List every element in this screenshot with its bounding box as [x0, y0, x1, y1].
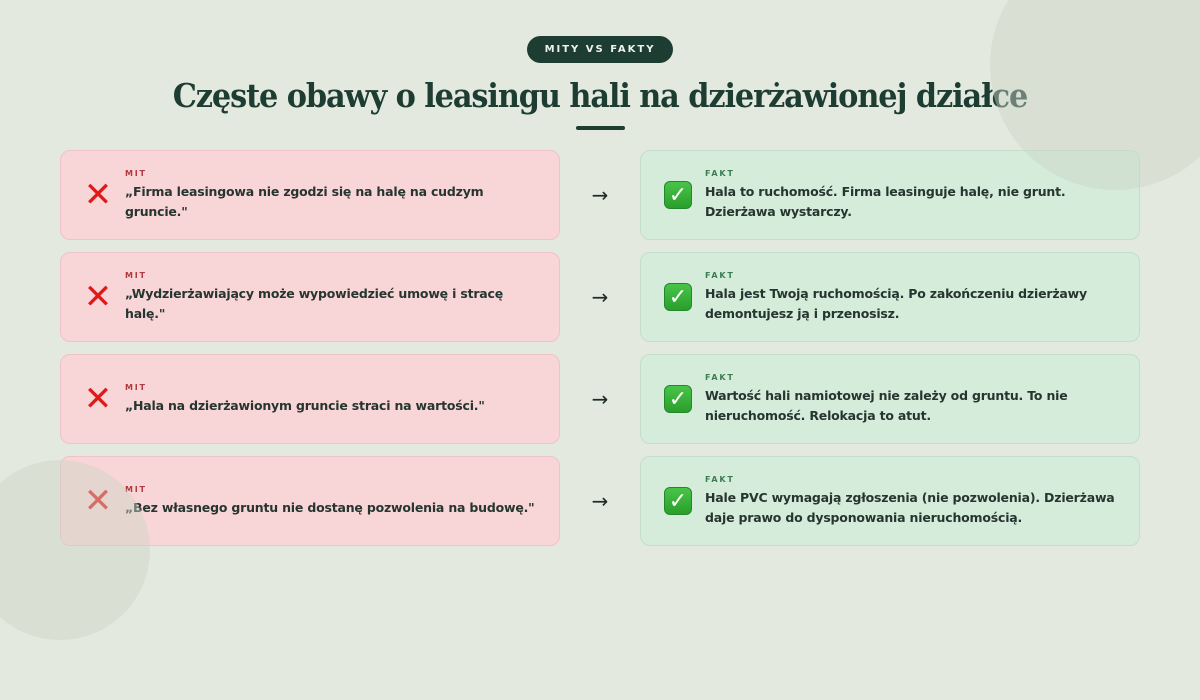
fact-label: FAKT [705, 372, 735, 382]
myth-card [60, 252, 560, 342]
fact-card [640, 252, 1140, 342]
cross-mark-icon: ✕ [83, 379, 113, 419]
fact-text: Hale PVC wymagają zgłoszenia (nie pozwolenia). Dzierżawa daje prawo do dysponowania nieruchomością. [705, 489, 1115, 525]
myth-fact-row [60, 354, 1140, 444]
myth-label: MIT [125, 168, 147, 178]
myth-text: „Bez własnego gruntu nie dostanę pozwolenia na budowę." [125, 499, 535, 515]
myth-label: MIT [125, 270, 147, 280]
myth-fact-row [60, 456, 1140, 546]
myth-fact-row [60, 252, 1140, 342]
cross-mark-icon: ✕ [83, 277, 113, 317]
fact-card [640, 354, 1140, 444]
myth-label: MIT [125, 484, 147, 494]
section-badge: MITY VS FAKTY [527, 36, 673, 63]
fact-label: FAKT [705, 168, 735, 178]
fact-label: FAKT [705, 474, 735, 484]
cross-mark-icon: ✕ [83, 481, 113, 521]
arrow-right-icon: → [591, 183, 609, 207]
myth-label: MIT [125, 382, 147, 392]
check-mark-icon: ✓ [663, 283, 693, 311]
myth-text: „Firma leasingowa nie zgodzi się na halę na cudzym gruncie." [125, 183, 484, 219]
myth-fact-row [60, 150, 1140, 240]
cross-mark-icon: ✕ [83, 175, 113, 215]
myth-card [60, 456, 560, 546]
arrow-right-icon: → [591, 387, 609, 411]
title-underline-divider [576, 126, 625, 130]
fact-card [640, 456, 1140, 546]
check-mark-icon: ✓ [663, 181, 693, 209]
fact-label: FAKT [705, 270, 735, 280]
fact-card [640, 150, 1140, 240]
myth-text: „Wydzierżawiający może wypowiedzieć umowę i stracę halę." [125, 285, 504, 321]
arrow-right-icon: → [591, 489, 609, 513]
myth-text: „Hala na dzierżawionym gruncie straci na wartości." [125, 397, 485, 413]
arrow-right-icon: → [591, 285, 609, 309]
fact-text: Hala to ruchomość. Firma leasinguje halę, nie grunt. Dzierżawa wystarczy. [705, 183, 1066, 219]
myth-card [60, 354, 560, 444]
check-mark-icon: ✓ [663, 385, 693, 413]
myth-card [60, 150, 560, 240]
fact-text: Hala jest Twoją ruchomością. Po zakończeniu dzierżawy demontujesz ją i przenosisz. [705, 285, 1087, 321]
fact-text: Wartość hali namiotowej nie zależy od gruntu. To nie nieruchomość. Relokacja to atut. [705, 387, 1068, 423]
check-mark-icon: ✓ [663, 487, 693, 515]
page-title: Częste obawy o leasingu hali na dzierżawionej działce [172, 76, 1028, 115]
